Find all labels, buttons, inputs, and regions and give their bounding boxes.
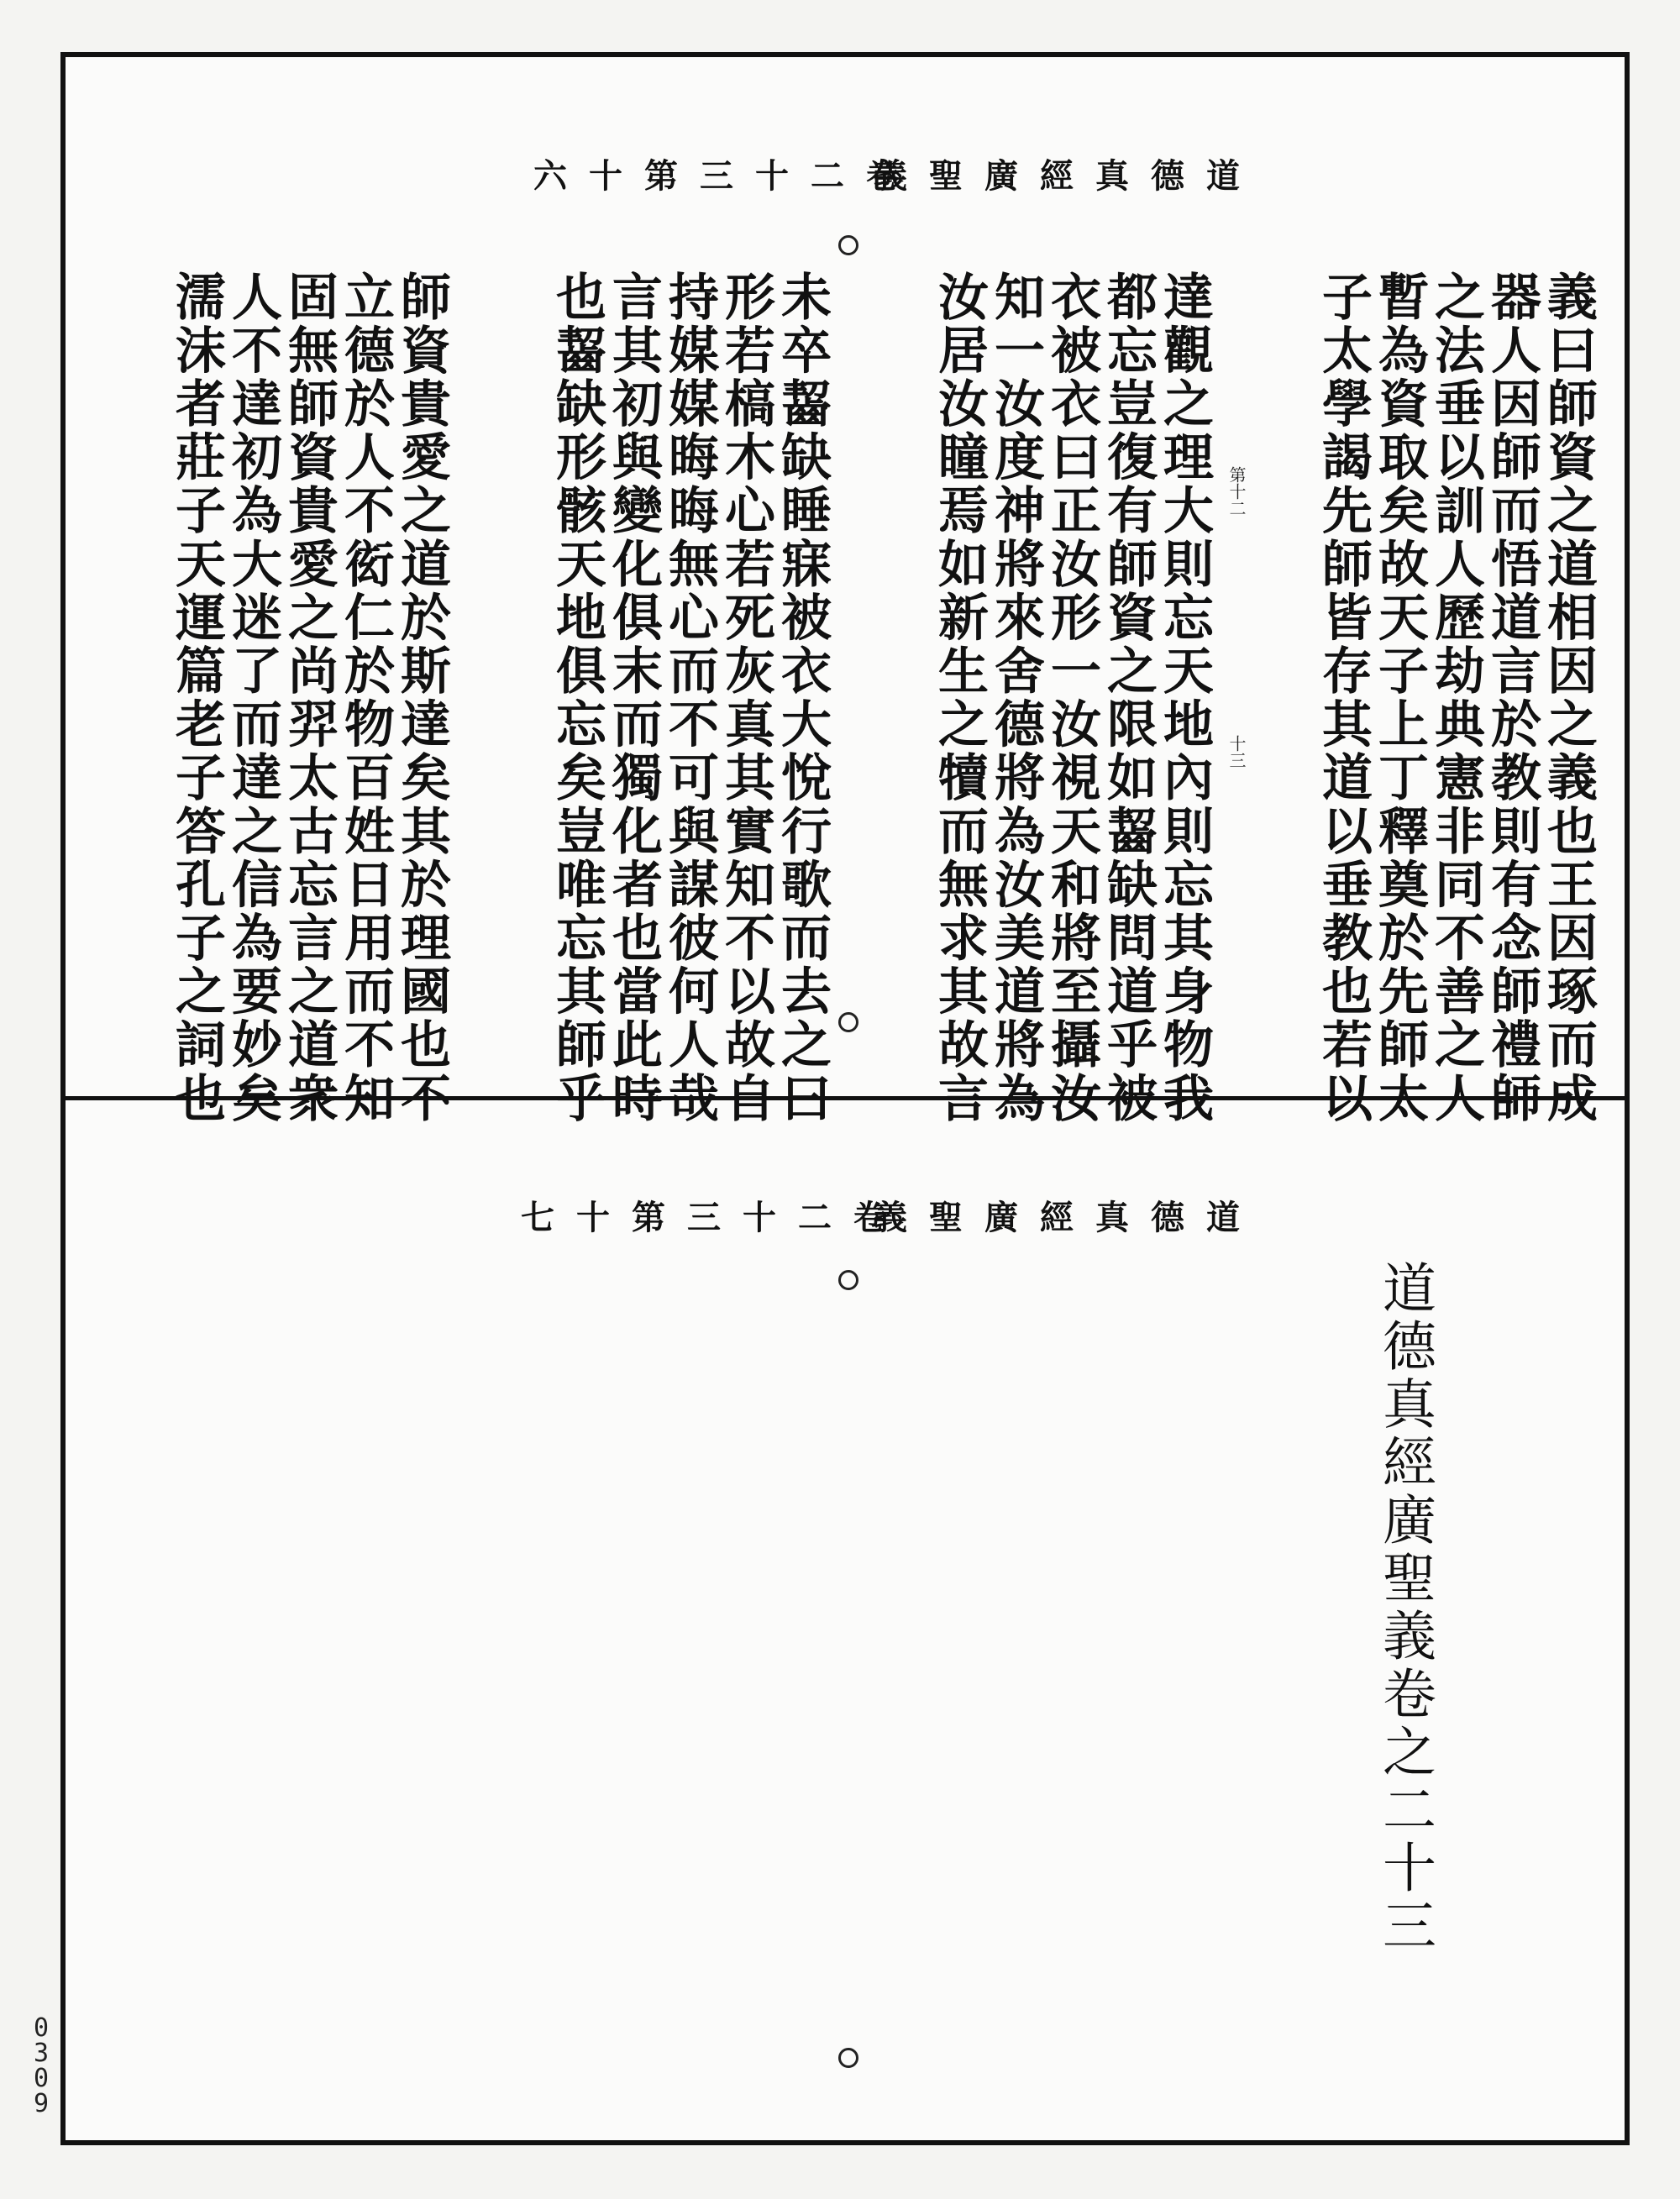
- text-column: 形若槁木心若死灰真其實知不以故自: [717, 270, 775, 1126]
- bottom-header-title-wrap: [874, 1198, 1262, 1237]
- text-column: 言其初與變化俱末而獨化者也當此時: [604, 270, 663, 1126]
- text-column: 也齧缺形骸天地俱忘矣豈唯忘其師乎: [548, 270, 606, 1126]
- top-binding-hole-upper: [838, 235, 858, 255]
- text-column: 未卒齧缺睡寐被衣大悅行歌而去之曰: [773, 270, 832, 1126]
- text-column: 之法垂以訓人歷劫典憲非同不善之人: [1426, 270, 1485, 1126]
- text-column: 衣被衣曰正汝形一汝視天和將至攝汝: [1042, 270, 1101, 1126]
- text-column: 子太學謁先師皆存其道以垂教也若以: [1314, 270, 1373, 1126]
- top-header-volume: 卷二十三第十六: [533, 156, 921, 196]
- text-column: 立德於人不衒仁於物百姓日用而不知: [336, 270, 395, 1126]
- text-column: 知一汝度神將來舍德將為汝美道將為: [986, 270, 1045, 1126]
- text-column: 義曰師資之道相因之義也王因琢而成: [1539, 270, 1598, 1126]
- text-column: 持媒媒晦晦無心而不可與謀彼何人哉: [660, 270, 719, 1126]
- bottom-header-title: 道德真經廣聖義: [874, 1198, 1262, 1237]
- bottom-binding-hole-lower: [838, 2048, 858, 2068]
- page-number: 0309: [34, 2013, 50, 2118]
- text-column: 器人因師而悟道言於教則有念師禮師: [1483, 270, 1541, 1126]
- top-binding-hole-lower: [838, 1012, 858, 1032]
- bottom-binding-hole-upper: [838, 1270, 858, 1290]
- text-column: 達觀之理大則忘天地內則忘其身物我: [1155, 270, 1214, 1126]
- text-column: 人不達初為大迷了而達之信為要妙矣: [223, 270, 282, 1126]
- top-header: [533, 156, 921, 196]
- text-column: 暫為資取矣故天子上丁釋奠於先師太: [1370, 270, 1429, 1126]
- leaf-note: 十三: [1226, 735, 1247, 769]
- bottom-header-volume: 卷二十三第十七: [521, 1198, 909, 1237]
- text-column: 汝居汝瞳焉如新生之犢而無求其故言: [930, 270, 989, 1126]
- text-column: 都忘豈復有師資之限如齧缺問道乎被: [1099, 270, 1158, 1126]
- text-column: 固無師資貴愛之尚羿太古忘言之道衆: [280, 270, 339, 1126]
- leaf-note: 第十二: [1226, 466, 1247, 517]
- text-column: 濡沫者莊子天運篇老子答孔子之詞也: [167, 270, 226, 1126]
- top-header-title-wrap: [874, 156, 1262, 196]
- bottom-header: [521, 1198, 909, 1237]
- top-header-title: 道德真經廣聖義: [874, 156, 1262, 196]
- text-column: 師資貴愛之道於斯達矣其於理國也不: [392, 270, 451, 1126]
- volume-end-title: 道德真經廣聖義卷之二十三: [1373, 1260, 1436, 1955]
